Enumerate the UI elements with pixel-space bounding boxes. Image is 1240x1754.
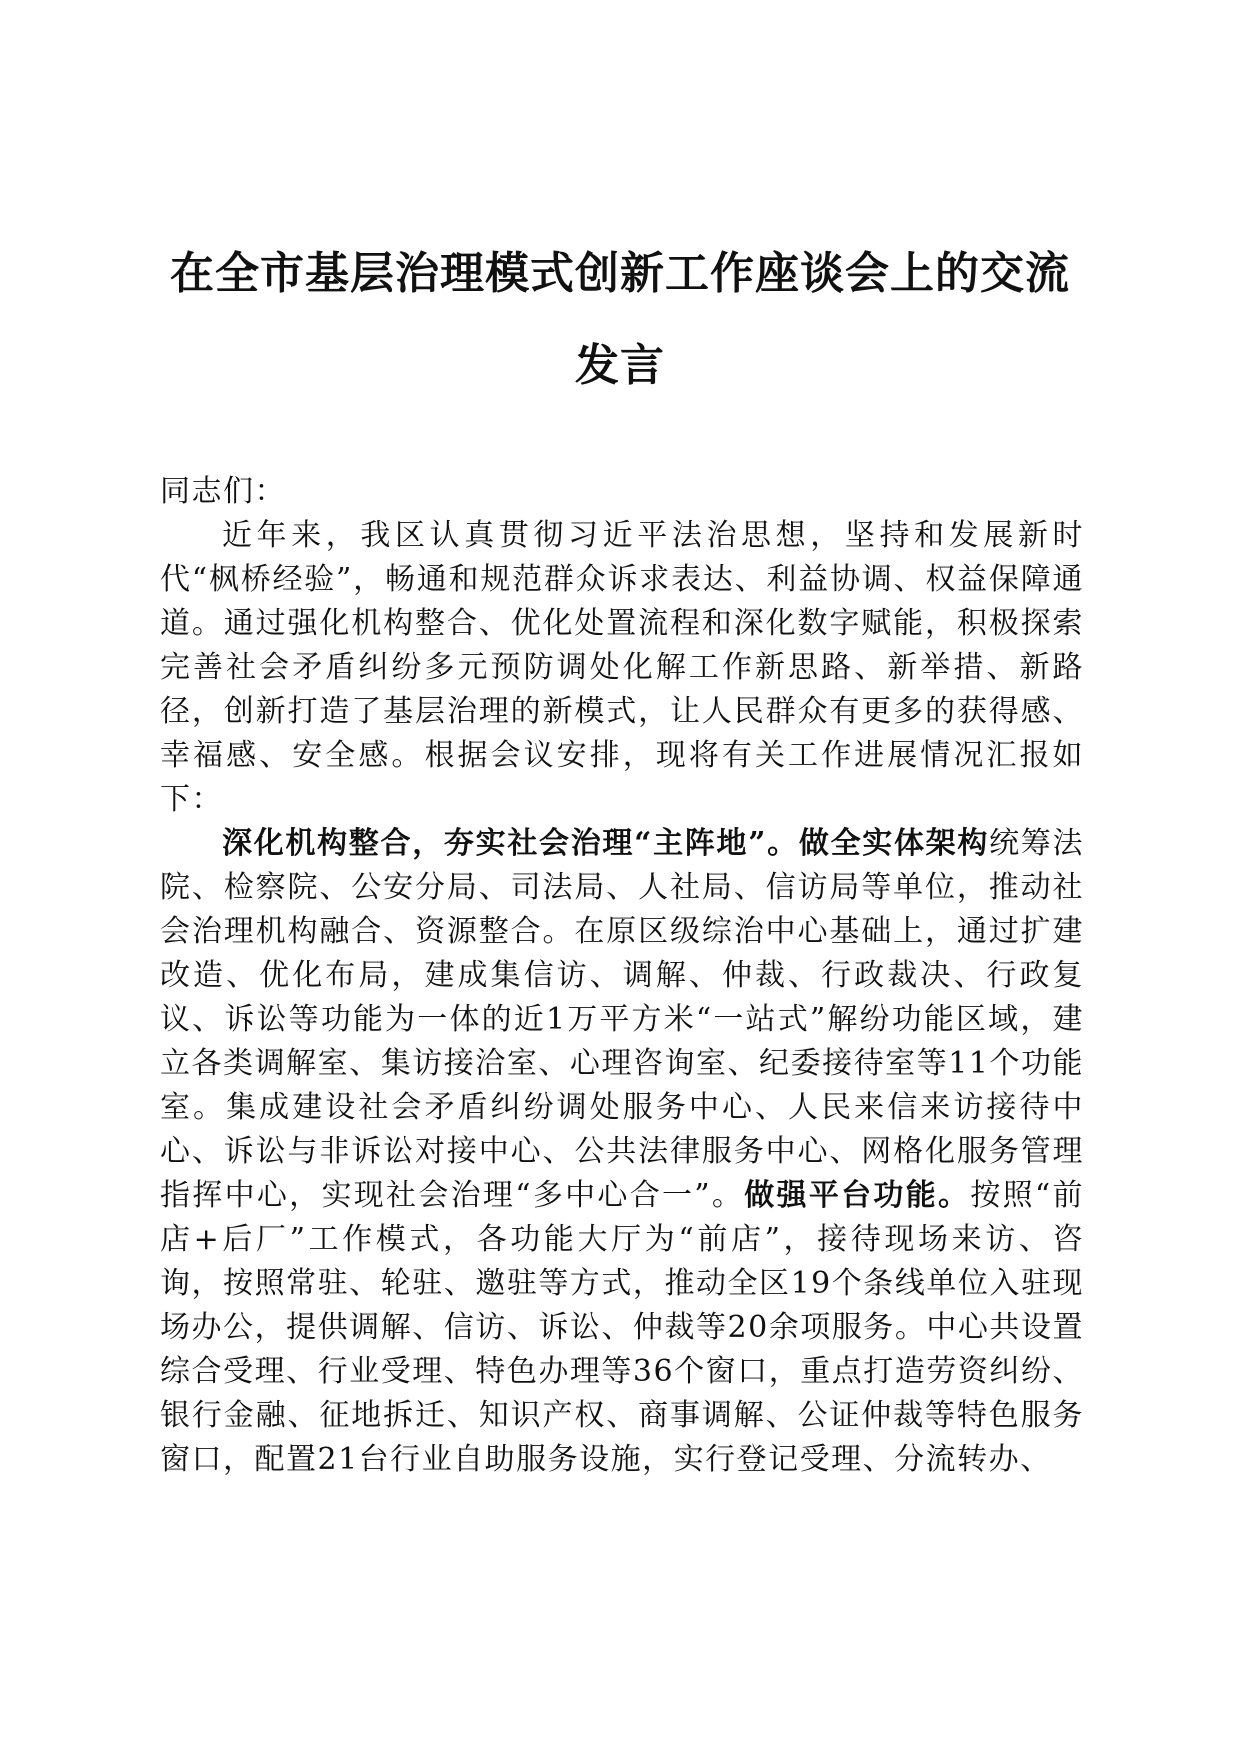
section1-paragraph: [160, 822, 1084, 1482]
salutation: 同志们：: [160, 474, 286, 509]
section1-sub1-heading: 做全实体架构: [798, 826, 990, 861]
document-body: [160, 470, 1084, 1482]
section1-sub2-text: 按照“前店+后厂”工作模式，各功能大厅为“前店”，接待现场来访、咨询，按照常驻、轮驻、邀驻等方式，推动全区19个条线单位入驻现场办公，提供调解、信访、诉讼、仲裁等20余项服务。中心共设置综合受理、行业受理、特色办理等36个窗口，重点打造劳资纠纷、银行金融、征地拆迁、知识产权、商事调解、公证仲裁等特色服务窗口，配置21台行业自助服务设施，实行登记受理、分流转办、: [160, 1178, 1084, 1477]
section1-sub1-text: 统筹法院、检察院、公安分局、司法局、人社局、信访局等单位，推动社会治理机构融合、资源整合。在原区级综治中心基础上，通过扩建改造、优化布局，建成集信访、调解、仲裁、行政裁决、行政复议、诉讼等功能为一体的近1万平方米“一站式”解纷功能区域，建立各类调解室、集访接洽室、心理咨询室、纪委接待室等11个功能室。集成建设社会矛盾纠纷调处服务中心、人民来信来访接待中心、诉讼与非诉讼对接中心、公共法律服务中心、网格化服务管理指挥中心，实现社会治理“多中心合一”。: [160, 826, 1084, 1213]
intro-paragraph: 近年来，我区认真贯彻习近平法治思想，坚持和发展新时代“枫桥经验”，畅通和规范群众诉求表达、利益协调、权益保障通道。通过强化机构整合、优化处置流程和深化数字赋能，积极探索完善社会矛盾纠纷多元预防调处化解工作新思路、新举措、新路径，创新打造了基层治理的新模式，让人民群众有更多的获得感、幸福感、安全感。根据会议安排，现将有关工作进展情况汇报如下：: [160, 518, 1084, 817]
document-title: 在全市基层治理模式创新工作座谈会上的交流发言: [170, 248, 1070, 391]
section1-heading: 深化机构整合，夯实社会治理“主阵地”。: [222, 826, 799, 861]
section1-sub2-heading: 做强平台功能。: [744, 1178, 971, 1213]
